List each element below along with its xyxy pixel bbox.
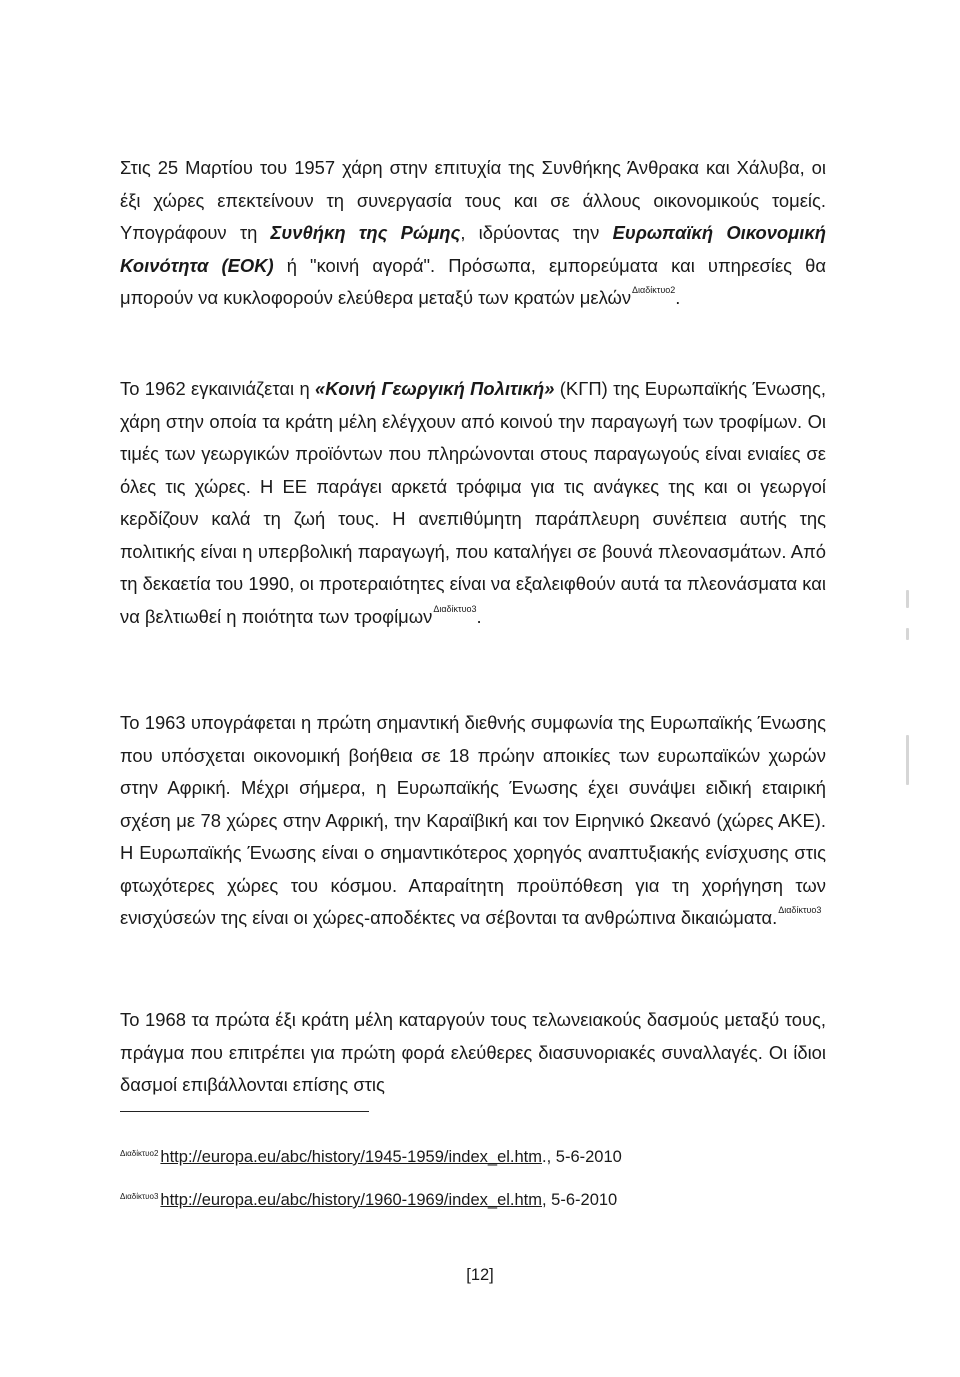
footnote-mark: Διαδίκτυο2 bbox=[120, 1149, 159, 1158]
scan-artifact bbox=[906, 628, 909, 640]
footnote-reference: Διαδίκτυο2 bbox=[632, 285, 676, 295]
text: , ιδρύοντας την bbox=[460, 222, 613, 243]
text: ή "κοινή αγορά". Πρόσωπα, εμπορεύματα και υπηρεσίες θα μπορούν να κυκλοφορούν ελεύθερα μεταξύ των κρατών μελών bbox=[120, 254, 826, 308]
paragraph-1963-agreement bbox=[120, 707, 826, 935]
scan-artifact bbox=[906, 590, 909, 608]
footnote-date: ., 5-6-2010 bbox=[542, 1148, 622, 1166]
text: . bbox=[476, 605, 482, 627]
footnote-date: , 5-6-2010 bbox=[542, 1191, 618, 1209]
eec-name: Ευρωπαϊκή Οικονομική Κοινότητα (ΕΟΚ) bbox=[120, 222, 826, 276]
text: Το 1963 υπογράφεται η πρώτη σημαντική διεθνής συμφωνία της Ευρωπαϊκής Ένωσης που υπόσχεται οικονομική βοήθεια σε 18 πρώην αποικίες των ευρωπαϊκών χωρών στην Αφρική. Μέχρι σήμερα, η Ευρωπαϊκής Ένωσης έχει συνάψει ειδική εταιρική σχέση με 78 χώρες στην Αφρική, την Καραϊβική και τον Ειρηνικό Ωκεανό (χώρες ΑΚΕ). Η Ευρωπαϊκής Ένωσης είναι ο σημαντικότερος χορηγός αναπτυξιακής ενίσχυσης στις φτωχότερες χώρες του κόσμου. Απαραίτητη προϋπόθεση για τη χορήγηση των ενισχύσεών της είναι οι χώρες-αποδέκτες να σέβονται τα ανθρώπινα δικαιώματα. bbox=[120, 712, 826, 928]
paragraph-common-agricultural-policy bbox=[120, 373, 826, 633]
scan-artifact bbox=[906, 735, 909, 785]
footnote-2 bbox=[120, 1186, 617, 1211]
paragraph-treaty-of-rome bbox=[120, 152, 826, 315]
footnote-reference: Διαδίκτυο3 bbox=[433, 603, 477, 614]
text: . bbox=[675, 287, 681, 308]
footnote-separator bbox=[120, 1111, 369, 1112]
footnote-mark: Διαδίκτυο3 bbox=[120, 1192, 159, 1201]
treaty-name: Συνθήκη της Ρώμης bbox=[270, 222, 461, 243]
footnote-reference: Διαδίκτυο3 bbox=[778, 905, 822, 915]
paragraph-1968-customs bbox=[120, 1004, 826, 1102]
text: Στις 25 Μαρτίου του 1957 χάρη στην επιτυχία της Συνθήκης Άνθρακα και Χάλυβα, οι έξι χώρες επεκτείνουν τη συνεργασία τους και σε άλλους οικονομικούς τομείς. Υπογράφουν τη bbox=[120, 157, 826, 243]
footnote-link[interactable]: http://europa.eu/abc/history/1945-1959/index_el.htm bbox=[160, 1148, 543, 1166]
text: Το 1968 τα πρώτα έξι κράτη μέλη καταργούν τους τελωνειακούς δασμούς μεταξύ τους, πράγμα που επιτρέπει για πρώτη φορά ελεύθερες διασυνοριακές συναλλαγές. Οι ίδιοι δασμοί επιβάλλονται επίσης στις bbox=[120, 1009, 826, 1095]
footnote-link[interactable]: http://europa.eu/abc/history/1960-1969/index_el.htm bbox=[160, 1191, 543, 1209]
text: (ΚΓΠ) της Ευρωπαϊκής Ένωσης, χάρη στην οποία τα κράτη μέλη ελέγχουν από κοινού την παραγωγή των τροφίμων. Οι τιμές των γεωργικών προϊόντων που πληρώνονται στους παραγωγούς είναι ενιαίες σε όλες τις χώρες. Η ΕΕ παράγει αρκετά τρόφιμα για τις ανάγκες της και οι γεωργοί κερδίζουν καλά τη ζωή τους. Η ανεπιθύμητη παράπλευρη συνέπεια αυτής της πολιτικής είναι η υπερβολική παραγωγή, που καταλήγει σε βουνά πλεονασμάτων. Από τη δεκαετία του 1990, οι προτεραιότητες είναι να εξαλειφθούν αυτά τα πλεονάσματα και να βελτιωθεί η ποιότητα των τροφίμων bbox=[120, 378, 826, 627]
footnote-1 bbox=[120, 1143, 622, 1168]
cap-name: «Κοινή Γεωργική Πολιτική» bbox=[315, 378, 555, 399]
text: Το 1962 εγκαινιάζεται η bbox=[120, 378, 316, 399]
page-number: [12] bbox=[466, 1266, 494, 1284]
